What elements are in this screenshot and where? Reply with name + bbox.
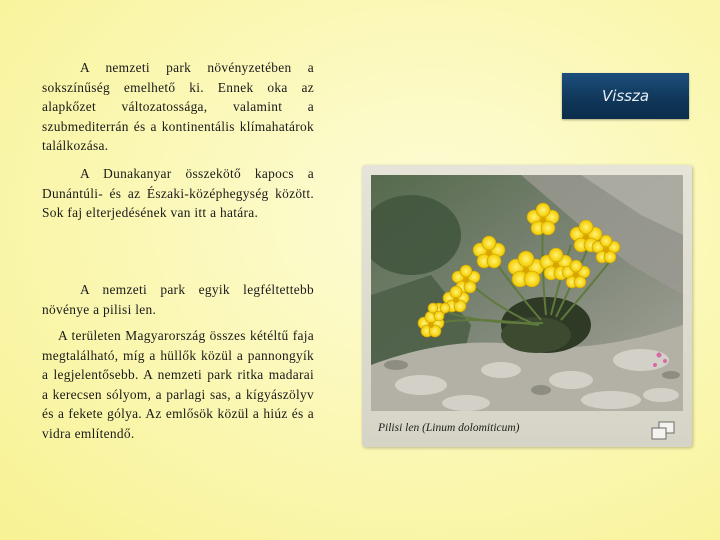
flower-photo-image (371, 175, 683, 411)
photo-card (362, 165, 692, 447)
enlarge-icon[interactable] (650, 421, 676, 441)
back-button-label: Vissza (601, 87, 650, 105)
paragraph-vegetation: A nemzeti park növényzetében a sokszínűség emelhető ki. Ennek oka az alapkőzet változatossága, valamint a szubmediterrán és a kontinentális klímahatárok találkozása. (42, 60, 314, 154)
paragraph-pilisi-len: A nemzeti park egyik legféltettebb növénye a pilisi len. (42, 282, 314, 317)
flower-photo[interactable] (371, 175, 683, 411)
back-button[interactable] (562, 73, 689, 119)
paragraph-fauna: A területen Magyarország összes kétéltű faja megtalálható, míg a hüllők közül a pannongyík a legjelentősebb. A nemzeti park ritka madarai a kerecsen sólyom, a parlagi sas, a kígyászölyv és a fekete gólya. Az emlősök közül a hiúz és a vidra említendő. (42, 328, 314, 441)
photo-caption: Pilisi len (Linum dolomiticum) (378, 422, 520, 434)
paragraph-dunakanyar: A Dunakanyar összekötő kapocs a Dunántúli- és az Északi-középhegység között. Sok faj elterjedésének van itt a határa. (42, 166, 314, 221)
